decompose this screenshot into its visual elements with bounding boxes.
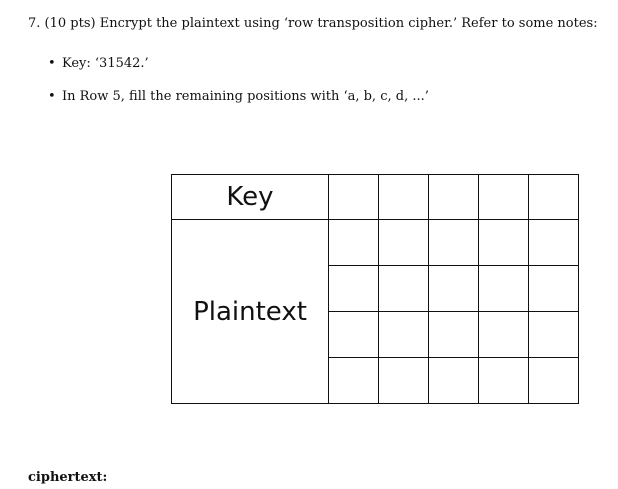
note-row5-text: In Row 5, fill the remaining positions with ‘a, b, c, d, ...’ <box>62 89 429 104</box>
plaintext-cell[interactable] <box>329 266 379 312</box>
note-row5 <box>48 89 429 104</box>
plaintext-cell[interactable] <box>529 266 579 312</box>
plaintext-cell[interactable] <box>379 220 429 266</box>
plaintext-cell[interactable] <box>329 358 379 404</box>
question-text: 7. (10 pts) Encrypt the plaintext using ‘row transposition cipher.’ Refer to some notes: <box>28 16 598 31</box>
bullet-icon: • <box>48 56 56 71</box>
plaintext-cell[interactable] <box>479 266 529 312</box>
plaintext-cell[interactable] <box>529 220 579 266</box>
grid-table <box>171 174 579 404</box>
plaintext-row-1 <box>172 220 579 266</box>
plaintext-cell[interactable] <box>429 312 479 358</box>
key-cell-5[interactable] <box>529 175 579 220</box>
plaintext-cell[interactable] <box>529 358 579 404</box>
plaintext-cell[interactable] <box>479 358 529 404</box>
plaintext-cell[interactable] <box>379 266 429 312</box>
plaintext-cell[interactable] <box>329 312 379 358</box>
plaintext-cell[interactable] <box>429 358 479 404</box>
plaintext-cell[interactable] <box>479 312 529 358</box>
transposition-grid <box>171 174 573 404</box>
plaintext-cell[interactable] <box>479 220 529 266</box>
plaintext-cell[interactable] <box>429 266 479 312</box>
key-label: Key <box>172 175 329 220</box>
ciphertext-label: ciphertext: <box>28 470 108 485</box>
key-row <box>172 175 579 220</box>
plaintext-cell[interactable] <box>329 220 379 266</box>
plaintext-cell[interactable] <box>529 312 579 358</box>
key-cell-4[interactable] <box>479 175 529 220</box>
key-cell-2[interactable] <box>379 175 429 220</box>
plaintext-cell[interactable] <box>379 358 429 404</box>
note-key <box>48 56 149 71</box>
key-cell-1[interactable] <box>329 175 379 220</box>
note-key-text: Key: ‘31542.’ <box>62 56 149 71</box>
plaintext-label: Plaintext <box>172 220 329 404</box>
plaintext-cell[interactable] <box>379 312 429 358</box>
bullet-icon: • <box>48 89 56 104</box>
plaintext-cell[interactable] <box>429 220 479 266</box>
key-cell-3[interactable] <box>429 175 479 220</box>
